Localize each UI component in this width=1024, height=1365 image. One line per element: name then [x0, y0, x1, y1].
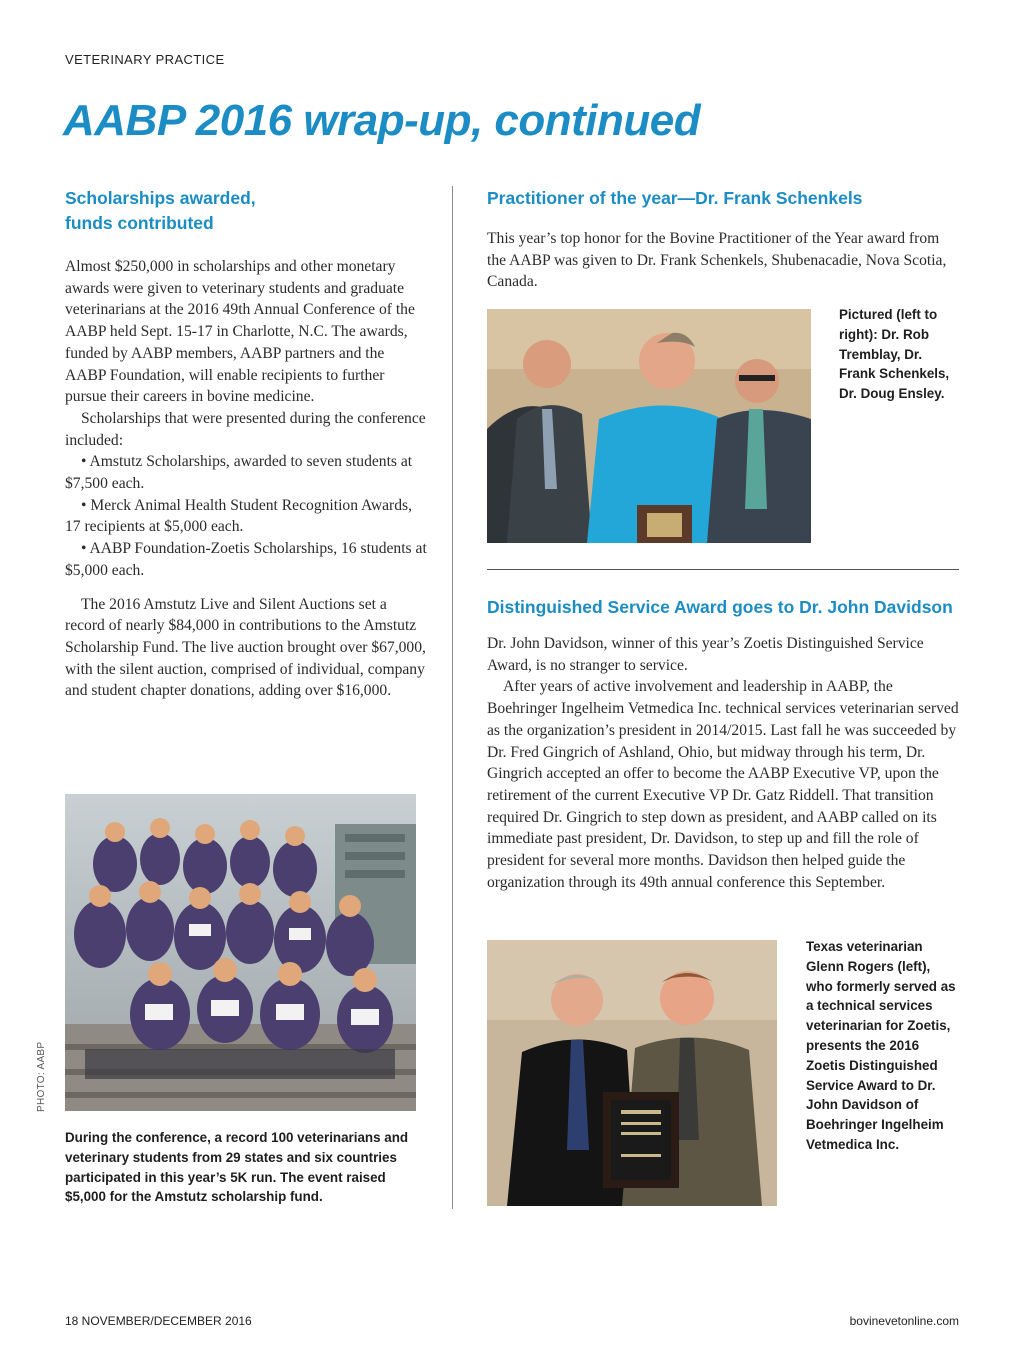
scholarship-bullet: • Merck Animal Health Student Recognition Awards, 17 recipients at $5,000 each.	[65, 496, 413, 536]
service-award-photo	[487, 940, 777, 1206]
practitioner-heading: Practitioner of the year—Dr. Frank Schenkels	[487, 188, 863, 208]
section-divider	[487, 569, 959, 570]
scholarships-heading	[65, 186, 427, 236]
service-paragraph-2: After years of active involvement and leadership in AABP, the Boehringer Ingelheim Vetmedica Inc. technical services veterinarian served as the organization’s president in 2014/2015. Last fall he was succeeded by Dr. Fred Gingrich of Ashland, Ohio, but midway through his term, Dr. Gingrich accepted an offer to become the AABP Executive VP, upon the retirement of the current Executive VP Dr. Gatz Riddell. That transition required Dr. Gingrich to step down as president, and AABP called on its immediate past president, Dr. Davidson, to step up and fill the role of president for several more months. Davidson then helped guide the organization through its 49th annual conference this September.	[487, 678, 959, 891]
practitioner-article	[487, 186, 959, 293]
service-heading: Distinguished Service Award goes to Dr. John Davidson	[487, 597, 953, 617]
scholarship-bullet: • AABP Foundation-Zoetis Scholarships, 16 students at $5,000 each.	[65, 540, 427, 579]
service-award-caption: Texas veterinarian Glenn Rogers (left), who formerly served as a technical services veterinarian for Zoetis, presents the 2016 Zoetis Distinguished Service Award to Dr. John Davidson of Boehringer Ingelheim Vetmedica Inc.	[806, 939, 956, 1152]
practitioner-paragraph: This year’s top honor for the Bovine Practitioner of the Year award from the AABP was given to Dr. Frank Schenkels, Shubenacadie, Nova Scotia, Canada.	[487, 230, 947, 291]
photo-credit: PHOTO: AABP	[36, 1041, 47, 1112]
column-divider	[452, 186, 453, 1209]
practitioner-caption: Pictured (left to right): Dr. Rob Tremblay, Dr. Frank Schenkels, Dr. Doug Ensley.	[839, 307, 950, 402]
scholarships-heading-line2: funds contributed	[65, 213, 214, 233]
scholarships-paragraph-3: The 2016 Amstutz Live and Silent Auctions set a record of nearly $84,000 in contributions to the Amstutz Scholarship Fund. The live auction brought over $67,000, with the silent auction, comprised of individual, company and student chapter donations, adding over $16,000.	[65, 595, 426, 700]
scholarships-heading-line1: Scholarships awarded,	[65, 188, 256, 208]
section-label: VETERINARY PRACTICE	[65, 52, 225, 67]
page-title: AABP 2016 wrap-up, continued	[63, 96, 701, 145]
page-footer-website: bovinevetonline.com	[849, 1314, 959, 1328]
scholarships-article	[65, 186, 427, 702]
service-paragraph-1: Dr. John Davidson, winner of this year’s Zoetis Distinguished Service Award, is no stranger to service.	[487, 635, 924, 674]
practitioner-photo	[487, 309, 811, 543]
5k-run-caption: During the conference, a record 100 veterinarians and veterinary students from 29 states and six countries participated in this year’s 5K run. The event raised $5,000 for the Amstutz scholarship fund.	[65, 1130, 409, 1205]
5k-run-photo	[65, 794, 416, 1111]
scholarships-paragraph-1: Almost $250,000 in scholarships and other monetary awards were given to veterinary students and graduate veterinarians at the 2016 49th Annual Conference of the AABP held Sept. 15-17 in Charlotte, N.C. The awards, funded by AABP members, AABP partners and the AABP Foundation, will enable recipients to further pursue their careers in bovine medicine.	[65, 258, 415, 406]
scholarship-bullet: • Amstutz Scholarships, awarded to seven students at $7,500 each.	[65, 453, 413, 493]
service-article	[487, 595, 959, 893]
scholarships-paragraph-2: Scholarships that were presented during the conference included:	[65, 409, 426, 449]
page-footer-issue: 18 NOVEMBER/DECEMBER 2016	[65, 1314, 252, 1328]
